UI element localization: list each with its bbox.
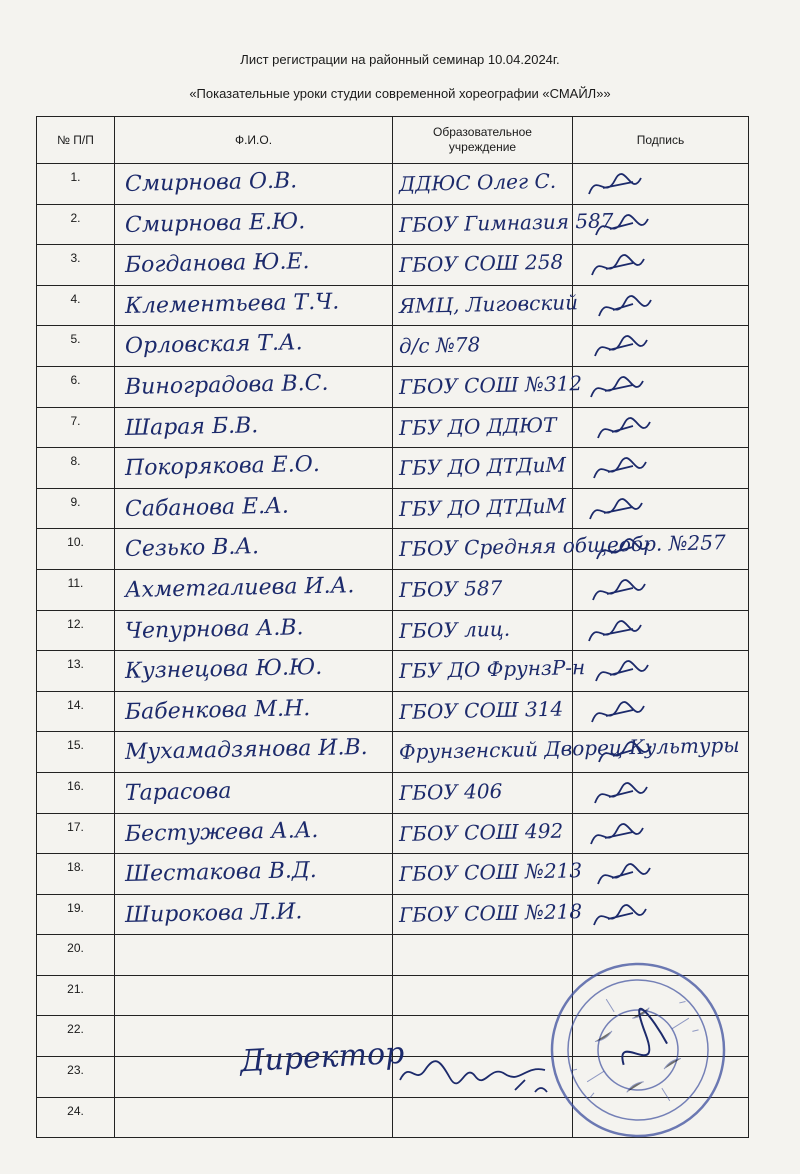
org-cell bbox=[393, 407, 573, 448]
row-number-cell bbox=[37, 529, 115, 570]
institution-name: ГБОУ Гимназия 587 bbox=[398, 208, 614, 237]
row-number: 21. bbox=[67, 981, 84, 996]
participant-signature bbox=[583, 454, 683, 486]
row-number-cell bbox=[37, 1016, 115, 1057]
participant-signature bbox=[583, 698, 683, 730]
row-number-cell bbox=[37, 1057, 115, 1098]
fio-cell bbox=[115, 894, 393, 935]
org-cell bbox=[393, 854, 583, 895]
participant-name: Орловская Т.А. bbox=[124, 330, 303, 360]
institution-name: ДДЮС Олег С. bbox=[398, 168, 557, 196]
fio-cell bbox=[115, 245, 393, 286]
row-number: 23. bbox=[67, 1063, 84, 1078]
row-number: 18. bbox=[67, 860, 84, 875]
org-cell bbox=[393, 326, 573, 367]
signature-cell bbox=[573, 285, 749, 326]
fio-cell bbox=[115, 772, 393, 813]
fio-cell bbox=[115, 732, 393, 773]
row-number-cell bbox=[37, 1097, 115, 1138]
signature-cell bbox=[573, 610, 749, 651]
row-number: 24. bbox=[67, 1103, 84, 1118]
table-row bbox=[37, 488, 749, 529]
row-number: 4. bbox=[70, 291, 81, 306]
row-number: 19. bbox=[67, 900, 84, 915]
row-number: 20. bbox=[67, 941, 84, 956]
participant-name: Тарасова bbox=[124, 778, 232, 806]
signature-cell bbox=[573, 407, 749, 448]
participant-signature bbox=[583, 292, 683, 324]
fio-cell bbox=[115, 610, 393, 651]
row-number: 12. bbox=[67, 616, 84, 631]
table-row bbox=[37, 854, 749, 895]
participant-name: Кузнецова Ю.Ю. bbox=[124, 654, 323, 685]
table-row bbox=[37, 204, 749, 245]
participant-signature bbox=[583, 738, 683, 770]
participant-name: Мухамадзянова И.В. bbox=[124, 735, 368, 766]
participant-signature bbox=[583, 576, 683, 608]
table-row bbox=[37, 732, 749, 773]
table-row bbox=[37, 366, 749, 407]
row-number-cell bbox=[37, 854, 115, 895]
org-cell bbox=[393, 366, 583, 407]
fio-cell bbox=[115, 569, 393, 610]
row-number: 3. bbox=[70, 251, 81, 266]
institution-name: ГБОУ СОШ №213 bbox=[398, 858, 583, 887]
row-number: 16. bbox=[67, 778, 84, 793]
row-number-cell bbox=[37, 285, 115, 326]
row-number-cell bbox=[37, 610, 115, 651]
row-number-cell bbox=[37, 245, 115, 286]
participant-name: Клементьева Т.Ч. bbox=[124, 289, 340, 319]
row-number-cell bbox=[37, 935, 115, 976]
row-number: 14. bbox=[67, 697, 84, 712]
table-row bbox=[37, 813, 749, 854]
row-number-cell bbox=[37, 813, 115, 854]
institution-name: ГБУ ДО ФрунзР-н bbox=[398, 655, 586, 684]
participant-signature bbox=[583, 211, 683, 243]
row-number: 1. bbox=[70, 170, 81, 184]
signature-cell bbox=[573, 366, 749, 407]
signature-cell bbox=[573, 772, 749, 813]
table-row bbox=[37, 529, 749, 570]
fio-cell bbox=[115, 975, 393, 1016]
fio-cell bbox=[115, 529, 393, 570]
participant-signature bbox=[583, 373, 683, 405]
signature-cell bbox=[573, 569, 749, 610]
participant-signature bbox=[583, 414, 683, 446]
table-row bbox=[37, 569, 749, 610]
participant-signature bbox=[583, 332, 683, 364]
institution-name: ГБОУ 406 bbox=[398, 778, 503, 805]
seminar-subtitle: «Показательные уроки студии современной хореографии «СМАЙЛ»» bbox=[189, 86, 611, 101]
institution-name: ГБОУ СОШ 258 bbox=[398, 249, 564, 278]
institution-name: д/с №78 bbox=[398, 332, 481, 359]
signature-cell bbox=[573, 529, 749, 570]
participant-name: Бабенкова М.Н. bbox=[124, 695, 311, 725]
participant-name: Широкова Л.И. bbox=[124, 898, 303, 928]
column-header-fio: Ф.И.О. bbox=[115, 117, 393, 164]
fio-cell bbox=[115, 285, 393, 326]
signature-cell bbox=[573, 326, 749, 367]
institution-name: Фрунзенский Дворец Культуры bbox=[398, 733, 740, 765]
row-number-cell bbox=[37, 651, 115, 692]
row-number: 8. bbox=[70, 454, 81, 469]
participant-name: Покорякова Е.О. bbox=[124, 452, 321, 482]
org-cell bbox=[393, 610, 573, 651]
row-number-cell bbox=[37, 894, 115, 935]
institution-name: ГБОУ СОШ 492 bbox=[398, 818, 564, 846]
org-cell bbox=[393, 529, 726, 570]
table-row bbox=[37, 407, 749, 448]
institution-name: ГБОУ СОШ №218 bbox=[398, 898, 583, 927]
row-number: 22. bbox=[67, 1022, 84, 1037]
participant-signature bbox=[583, 617, 683, 649]
participant-signature bbox=[583, 535, 683, 567]
institution-name: ГБОУ 587 bbox=[398, 575, 503, 602]
table-row bbox=[37, 164, 749, 205]
fio-cell bbox=[115, 651, 393, 692]
row-number: 5. bbox=[70, 332, 81, 347]
participant-name: Чепурнова А.В. bbox=[124, 614, 304, 644]
participant-name: Ахметгалиева И.А. bbox=[124, 573, 355, 603]
org-cell bbox=[393, 1097, 573, 1138]
fio-cell bbox=[115, 935, 393, 976]
document-title: Лист регистрации на районный семинар 10.04.2024г. bbox=[240, 52, 560, 67]
row-number-cell bbox=[37, 569, 115, 610]
fio-cell bbox=[115, 1097, 393, 1138]
table-row bbox=[37, 326, 749, 367]
fio-cell bbox=[115, 854, 393, 895]
row-number: 10. bbox=[67, 535, 84, 550]
table-row bbox=[37, 610, 749, 651]
participant-name: Богданова Ю.Е. bbox=[124, 249, 310, 279]
row-number-cell bbox=[37, 732, 115, 773]
org-cell bbox=[393, 285, 579, 326]
participant-signature bbox=[583, 779, 683, 811]
institution-name: ГБУ ДО ДТДиМ bbox=[398, 452, 567, 481]
participant-name: Сезько В.А. bbox=[124, 534, 260, 563]
column-header-org: Образовательное учреждение bbox=[393, 117, 573, 164]
participant-signature bbox=[583, 820, 683, 852]
row-number-cell bbox=[37, 691, 115, 732]
org-cell bbox=[393, 732, 740, 773]
org-cell bbox=[393, 651, 586, 692]
table-row bbox=[37, 691, 749, 732]
participant-name: Сабанова Е.А. bbox=[124, 493, 290, 522]
participant-signature bbox=[583, 170, 683, 202]
table-row bbox=[37, 285, 749, 326]
fio-cell bbox=[115, 204, 393, 245]
org-cell bbox=[393, 245, 573, 286]
participant-signature bbox=[583, 495, 683, 527]
org-cell bbox=[393, 488, 573, 529]
fio-cell bbox=[115, 488, 393, 529]
participant-signature bbox=[583, 251, 683, 283]
row-number-cell bbox=[37, 164, 115, 205]
participant-name: Шарая Б.В. bbox=[124, 412, 259, 441]
row-number-cell bbox=[37, 448, 115, 489]
org-cell bbox=[393, 935, 573, 976]
signature-cell bbox=[573, 204, 749, 245]
table-row bbox=[37, 894, 749, 935]
participant-signature bbox=[583, 860, 683, 892]
row-number-cell bbox=[37, 975, 115, 1016]
row-number: 6. bbox=[70, 372, 81, 387]
institution-name: ГБУ ДО ДДЮТ bbox=[398, 412, 557, 440]
table-row bbox=[37, 448, 749, 489]
row-number-cell bbox=[37, 204, 115, 245]
fio-cell bbox=[115, 407, 393, 448]
institution-name: ГБУ ДО ДТДиМ bbox=[398, 493, 567, 521]
row-number-cell bbox=[37, 407, 115, 448]
participant-name: Смирнова Е.Ю. bbox=[124, 208, 306, 238]
fio-cell bbox=[115, 366, 393, 407]
institution-name: ЯМЦ, Лиговский bbox=[398, 290, 579, 318]
table-row bbox=[37, 245, 749, 286]
org-cell bbox=[393, 772, 573, 813]
signature-cell bbox=[573, 691, 749, 732]
signature-cell bbox=[573, 245, 749, 286]
participant-name: Смирнова О.В. bbox=[124, 168, 298, 197]
table-row bbox=[37, 772, 749, 813]
fio-cell bbox=[115, 164, 393, 205]
fio-cell bbox=[115, 691, 393, 732]
institution-name: ГБОУ СОШ №312 bbox=[398, 371, 583, 399]
participant-name: Бестужева А.А. bbox=[124, 817, 319, 847]
row-number-cell bbox=[37, 366, 115, 407]
row-number: 9. bbox=[70, 494, 81, 509]
signature-cell bbox=[573, 854, 749, 895]
org-cell bbox=[393, 164, 573, 205]
row-number-cell bbox=[37, 488, 115, 529]
org-cell bbox=[393, 894, 583, 935]
fio-cell bbox=[115, 326, 393, 367]
column-header-sign: Подпись bbox=[573, 117, 749, 164]
row-number-cell bbox=[37, 772, 115, 813]
org-cell bbox=[393, 204, 614, 245]
row-number: 7. bbox=[70, 413, 81, 428]
signature-cell bbox=[573, 164, 749, 205]
director-label: Директор bbox=[239, 1035, 406, 1080]
row-number: 13. bbox=[67, 657, 84, 672]
institution-name: ГБОУ лиц. bbox=[398, 616, 511, 643]
table-row bbox=[37, 651, 749, 692]
institution-name: ГБОУ СОШ 314 bbox=[398, 696, 564, 724]
org-cell bbox=[393, 448, 573, 489]
org-cell bbox=[393, 813, 573, 854]
org-cell bbox=[393, 691, 573, 732]
row-number-cell bbox=[37, 326, 115, 367]
signature-cell bbox=[573, 488, 749, 529]
row-number: 2. bbox=[70, 210, 81, 225]
participant-name: Шестакова В.Д. bbox=[124, 858, 317, 888]
row-number: 17. bbox=[67, 819, 84, 834]
participant-signature bbox=[583, 657, 683, 689]
institution-name: ГБОУ Средняя общеобр. №257 bbox=[398, 530, 726, 562]
column-header-num: № П/П bbox=[37, 117, 115, 164]
row-number: 15. bbox=[67, 738, 84, 753]
signature-cell bbox=[573, 732, 749, 773]
fio-cell bbox=[115, 813, 393, 854]
fio-cell bbox=[115, 448, 393, 489]
signature-cell bbox=[573, 448, 749, 489]
signature-cell bbox=[573, 651, 749, 692]
org-cell bbox=[393, 569, 573, 610]
signature-cell bbox=[573, 813, 749, 854]
row-number: 11. bbox=[67, 575, 84, 590]
table-header-row bbox=[37, 117, 749, 164]
participant-name: Виноградова В.С. bbox=[124, 370, 329, 400]
